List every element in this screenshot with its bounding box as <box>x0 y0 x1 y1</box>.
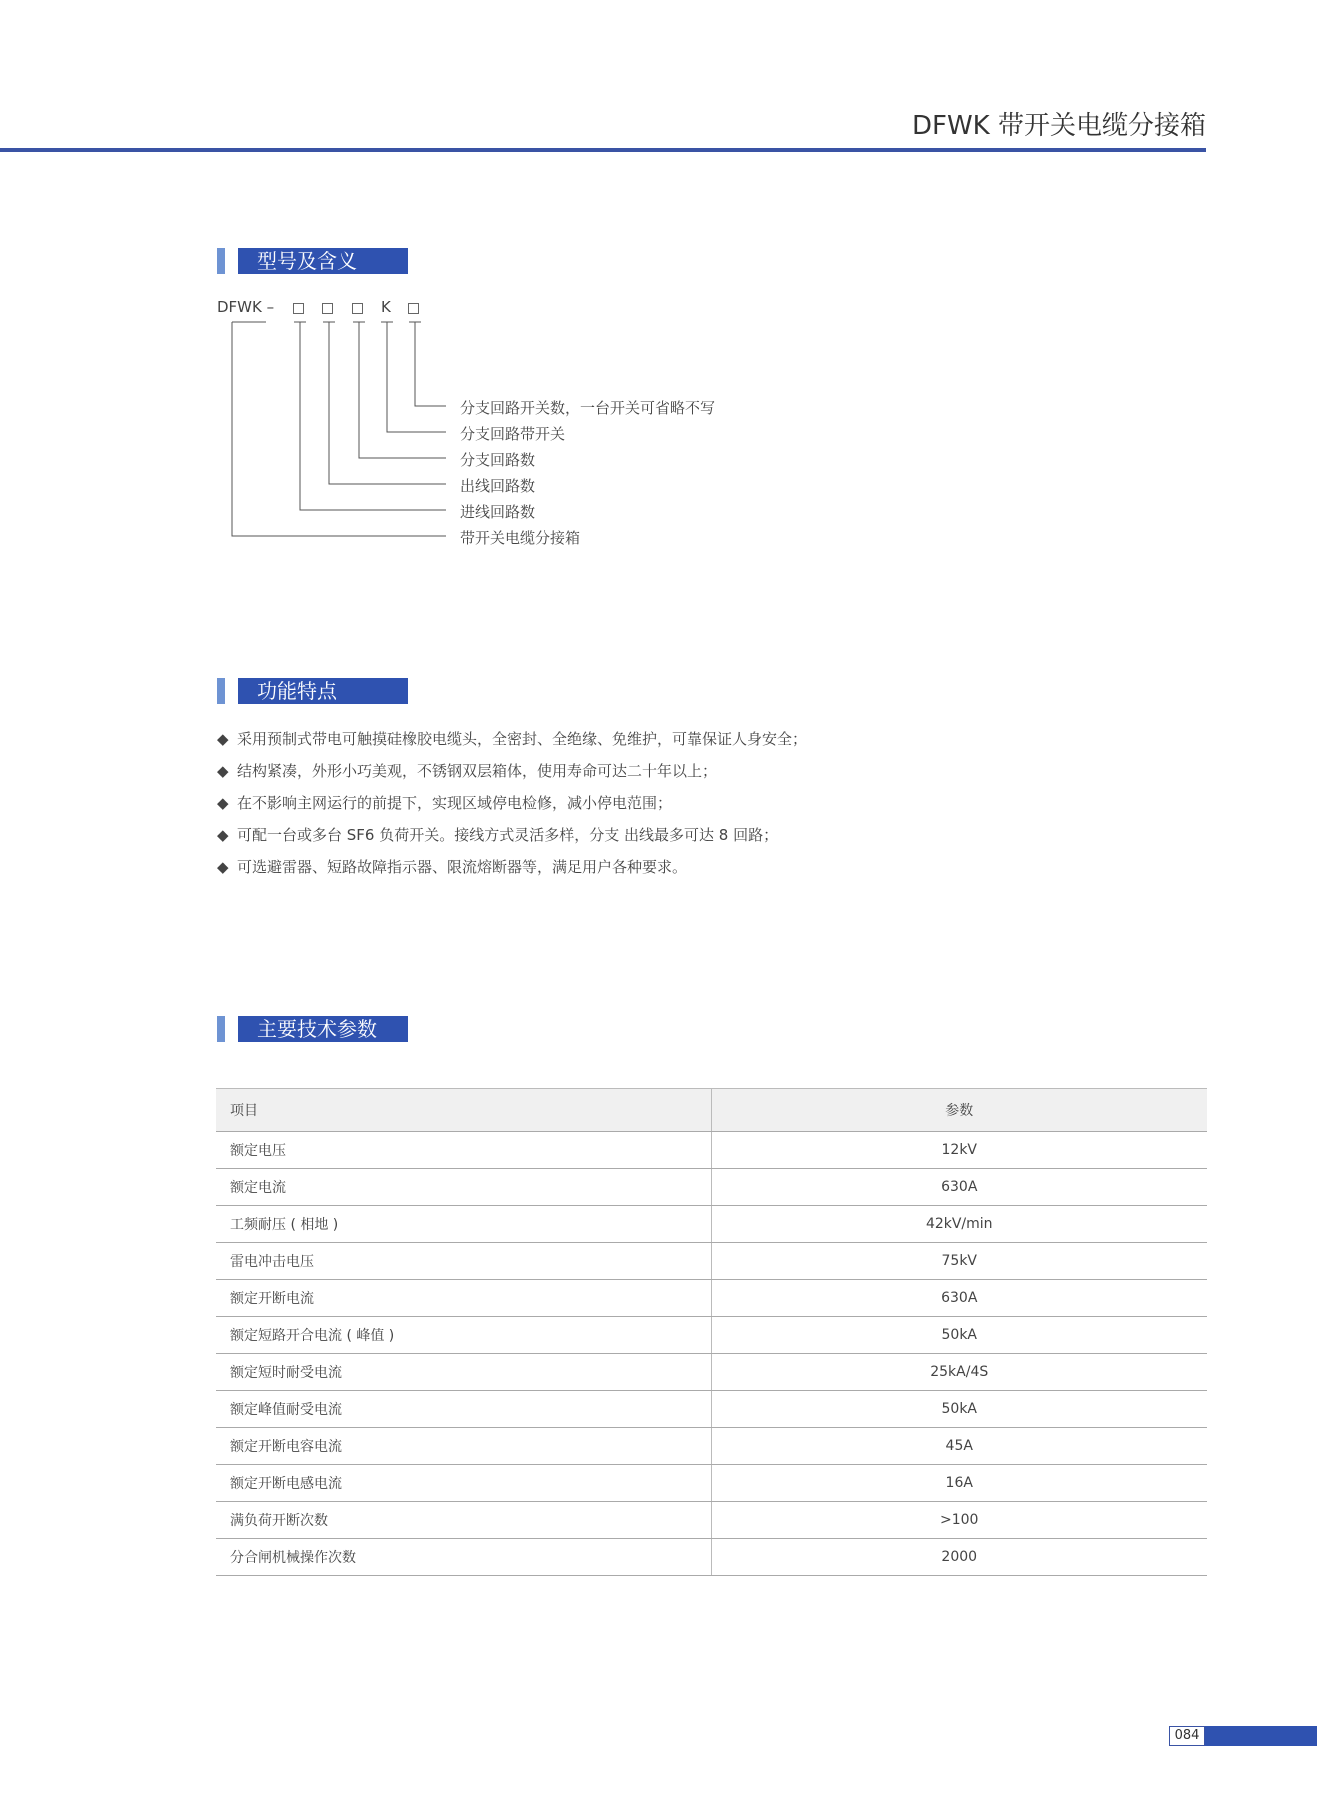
cell-value: >100 <box>711 1502 1207 1539</box>
cell-value: 45A <box>711 1428 1207 1465</box>
meaning-4: 出线回路数 <box>460 477 536 495</box>
parameters-table <box>216 1088 1207 1576</box>
leader-5 <box>300 322 446 510</box>
table-row <box>216 1354 1207 1391</box>
cell-value: 2000 <box>711 1539 1207 1576</box>
feature-item-2 <box>217 760 717 781</box>
cell-item: 额定开断电感电流 <box>216 1465 711 1502</box>
table-row <box>216 1465 1207 1502</box>
leader-1 <box>415 322 446 406</box>
model-code-prefix: DFWK – <box>217 298 275 316</box>
heading-text: 主要技术参数 <box>257 1017 377 1041</box>
cell-item: 额定电压 <box>216 1132 711 1169</box>
table-row <box>216 1502 1207 1539</box>
leader-2 <box>387 322 446 432</box>
feature-text: 结构紧凑，外形小巧美观，不锈钢双层箱体，使用寿命可达二十年以上； <box>237 762 718 780</box>
feature-text: 可配一台或多台 SF6 负荷开关。接线方式灵活多样，分支 出线最多可达 8 回路； <box>237 826 779 844</box>
table-row <box>216 1169 1207 1206</box>
leader-6 <box>232 322 446 536</box>
cell-item: 额定短时耐受电流 <box>216 1354 711 1391</box>
feature-text: 采用预制式带电可触摸硅橡胶电缆头，全密封、全绝缘、免维护，可靠保证人身安全； <box>237 730 808 748</box>
table-row <box>216 1280 1207 1317</box>
diamond-bullet-icon: ◆ <box>217 826 229 844</box>
cell-item: 额定开断电流 <box>216 1280 711 1317</box>
cell-value: 630A <box>711 1169 1207 1206</box>
cell-item: 满负荷开断次数 <box>216 1502 711 1539</box>
cell-item: 分合闸机械操作次数 <box>216 1539 711 1576</box>
table-row <box>216 1428 1207 1465</box>
header-item: 项目 <box>216 1089 711 1132</box>
feature-item-3 <box>217 792 672 813</box>
table-row <box>216 1391 1207 1428</box>
cell-item: 额定开断电容电流 <box>216 1428 711 1465</box>
meaning-6: 带开关电缆分接箱 <box>460 529 581 547</box>
feature-item-1 <box>217 728 807 749</box>
table-row <box>216 1317 1207 1354</box>
cell-item: 工频耐压 ( 相地 ) <box>216 1206 711 1243</box>
cell-item: 额定电流 <box>216 1169 711 1206</box>
meaning-1: 分支回路开关数，一台开关可省略不写 <box>460 399 716 417</box>
cell-value: 16A <box>711 1465 1207 1502</box>
heading-text: 型号及含义 <box>257 249 357 273</box>
cell-value: 630A <box>711 1280 1207 1317</box>
model-diagram-lines <box>0 0 700 560</box>
page-title: DFWK 带开关电缆分接箱 <box>912 111 1206 141</box>
cell-value: 12kV <box>711 1132 1207 1169</box>
heading-accent <box>217 678 225 704</box>
table-row <box>216 1539 1207 1576</box>
table-row <box>216 1206 1207 1243</box>
table-row <box>216 1132 1207 1169</box>
meaning-2: 分支回路带开关 <box>460 425 566 443</box>
feature-text: 可选避雷器、短路故障指示器、限流熔断器等，满足用户各种要求。 <box>237 858 688 876</box>
page-number-bar <box>1205 1726 1317 1746</box>
cell-item: 额定峰值耐受电流 <box>216 1391 711 1428</box>
cell-value: 25kA/4S <box>711 1354 1207 1391</box>
cell-item: 雷电冲击电压 <box>216 1243 711 1280</box>
heading-accent <box>217 1016 225 1042</box>
cell-value: 42kV/min <box>711 1206 1207 1243</box>
cell-item: 额定短路开合电流 ( 峰值 ) <box>216 1317 711 1354</box>
feature-item-5 <box>217 856 687 877</box>
cell-value: 50kA <box>711 1317 1207 1354</box>
table-header-row <box>216 1089 1207 1132</box>
feature-item-4 <box>217 824 778 845</box>
header-value: 参数 <box>711 1089 1207 1132</box>
leader-3 <box>359 322 446 458</box>
diamond-bullet-icon: ◆ <box>217 762 229 780</box>
table-row <box>216 1243 1207 1280</box>
page-number: 084 <box>1169 1726 1205 1746</box>
meaning-3: 分支回路数 <box>460 451 536 469</box>
cell-value: 75kV <box>711 1243 1207 1280</box>
diamond-bullet-icon: ◆ <box>217 858 229 876</box>
diamond-bullet-icon: ◆ <box>217 794 229 812</box>
feature-text: 在不影响主网运行的前提下，实现区域停电检修，减小停电范围； <box>237 794 673 812</box>
cell-value: 50kA <box>711 1391 1207 1428</box>
meaning-5: 进线回路数 <box>460 503 536 521</box>
code-letter-k: K <box>381 298 391 316</box>
heading-text: 功能特点 <box>257 679 337 703</box>
diamond-bullet-icon: ◆ <box>217 730 229 748</box>
